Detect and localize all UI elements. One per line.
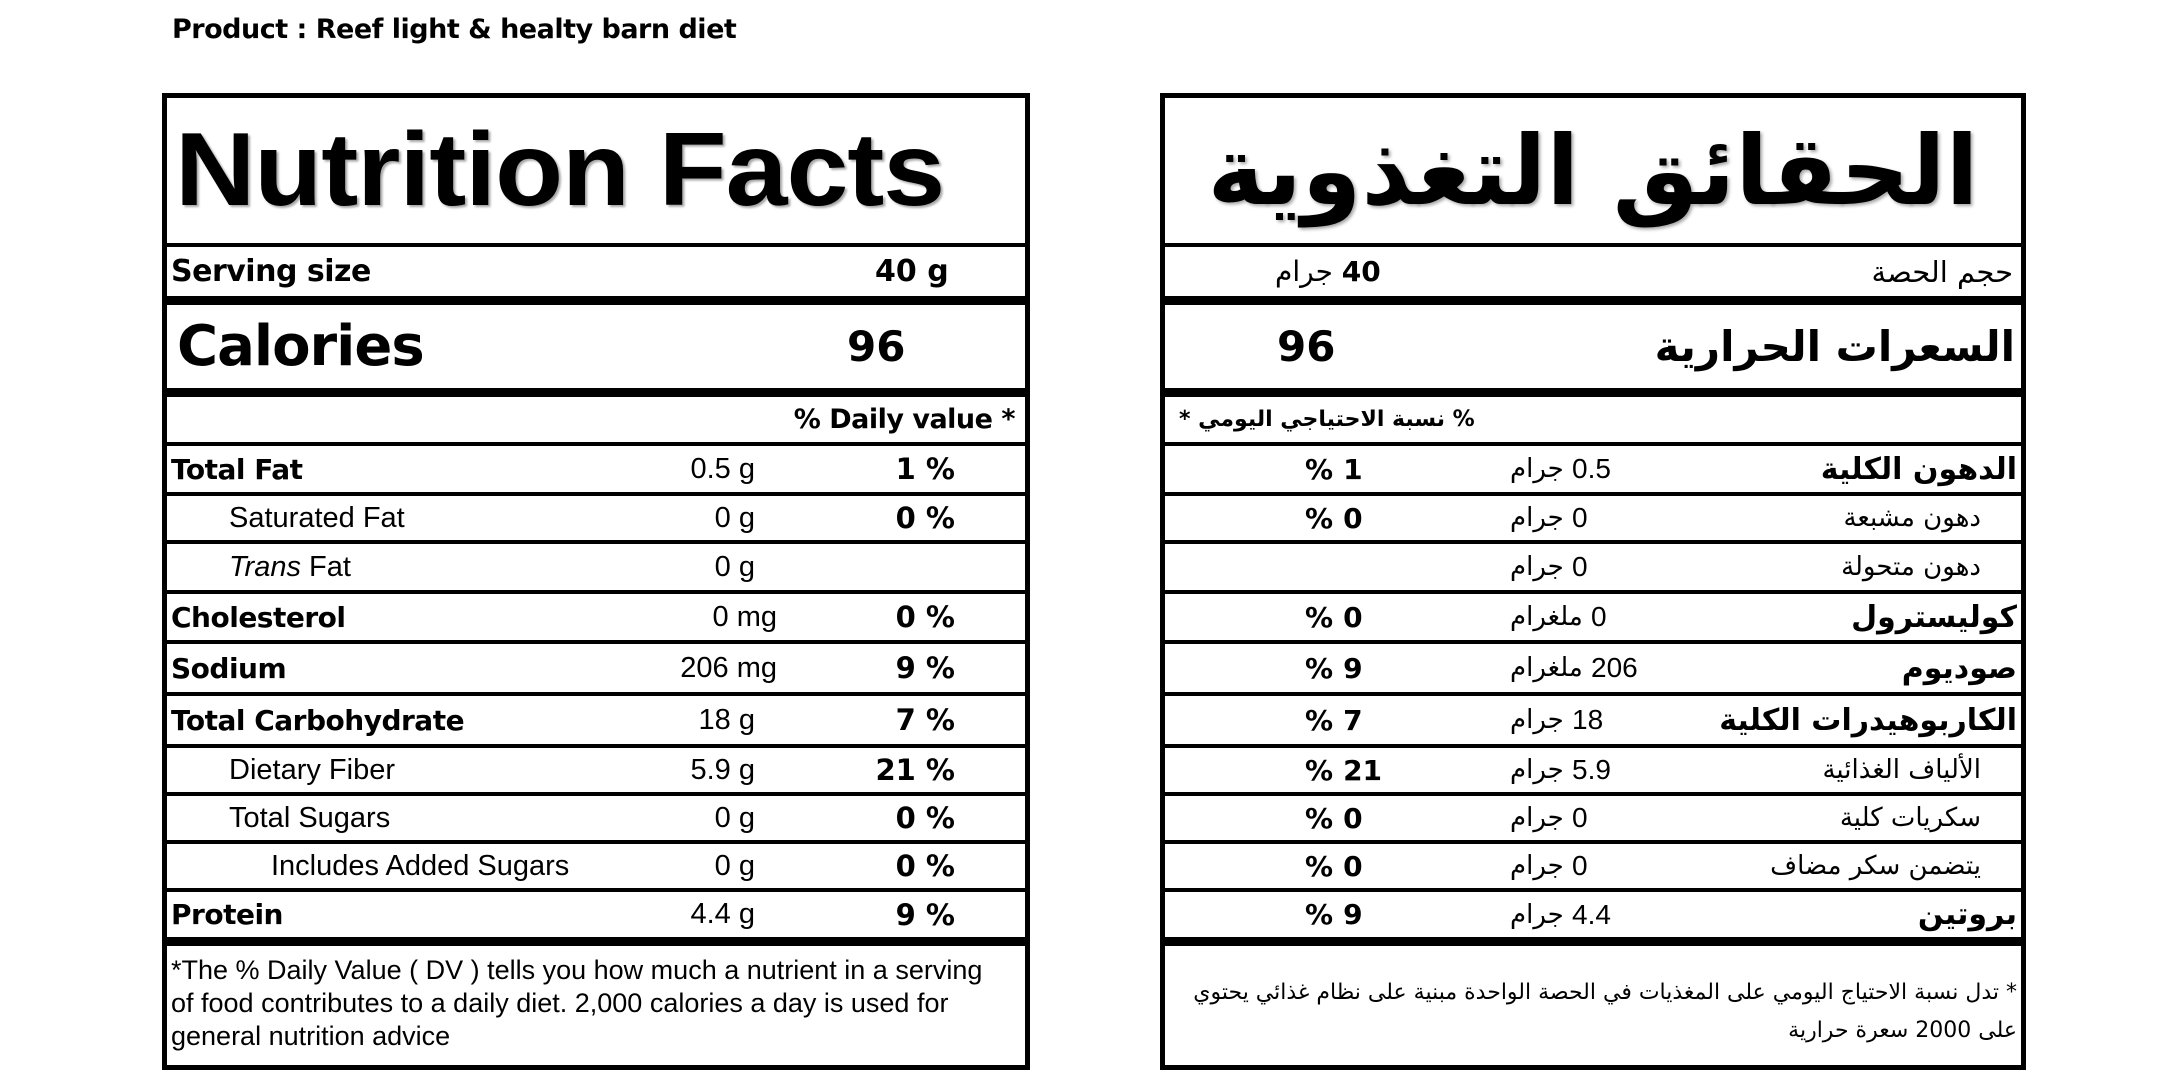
nutrient-row-added-sugars xyxy=(167,840,1025,888)
nutrient-row-total-fat xyxy=(167,442,1025,492)
daily-value-header-row xyxy=(1165,388,2021,442)
nutrient-amount xyxy=(1510,844,1588,888)
nutrient-amount xyxy=(1510,446,1611,492)
amount-number: 0 xyxy=(1572,502,1588,533)
daily-value-header: % Daily value * xyxy=(793,404,1015,435)
nutrient-amount: 0 mg xyxy=(712,600,777,633)
nutrient-amount: 0 g xyxy=(714,501,755,534)
nutrient-row-sodium xyxy=(1165,640,2021,692)
nutrient-row-cholesterol xyxy=(167,590,1025,640)
dv-number: 0 xyxy=(1343,801,1363,835)
nutrient-name: صوديوم xyxy=(1901,650,2017,686)
amount-unit: جرام xyxy=(1510,705,1564,735)
daily-value-header: % نسبة الاحتياجي اليومي * xyxy=(1179,407,1475,432)
nutrient-row-total-sugars xyxy=(1165,792,2021,840)
amount-number: 5.9 xyxy=(1572,754,1611,785)
nutrient-name: بروتين xyxy=(1917,897,2017,932)
nutrient-daily-value: 7 % xyxy=(895,703,955,737)
nutrient-name: Saturated Fat xyxy=(229,501,405,534)
nutrient-row-dietary-fiber xyxy=(167,744,1025,792)
nutrient-daily-value xyxy=(1305,496,1363,540)
nutrient-daily-value: 0 % xyxy=(895,849,955,883)
nutrient-row-added-sugars xyxy=(1165,840,2021,888)
nutrient-amount xyxy=(1510,644,1638,692)
nutrient-row-total-carbohydrate xyxy=(1165,692,2021,744)
nutrient-daily-value xyxy=(1305,748,1382,792)
nutrient-row-protein xyxy=(167,888,1025,937)
nutrient-name: كوليسترول xyxy=(1851,599,2017,635)
nutrient-row-cholesterol xyxy=(1165,590,2021,640)
amount-unit: جرام xyxy=(1510,454,1564,484)
nutrient-amount: 0 g xyxy=(714,849,755,882)
percent-sign: % xyxy=(1305,801,1334,835)
amount-unit: جرام xyxy=(1510,755,1564,785)
serving-size-value: 40 g xyxy=(875,254,949,289)
footnote-row xyxy=(167,937,1025,1065)
nutrient-name: دهون متحولة xyxy=(1841,552,1981,582)
nutrient-amount xyxy=(1510,748,1611,792)
serving-size-unit: جرام xyxy=(1275,255,1333,288)
nutrient-daily-value: 9 % xyxy=(895,651,955,685)
nutrient-daily-value: 0 % xyxy=(895,501,955,535)
amount-number: 206 xyxy=(1591,652,1638,683)
title-row xyxy=(167,98,1025,243)
nutrient-name: سكريات كلية xyxy=(1839,803,1981,833)
nutrient-name-rest: Fat xyxy=(300,550,351,583)
calories-label: Calories xyxy=(177,314,424,379)
dv-number: 0 xyxy=(1343,600,1363,634)
calories-row xyxy=(167,296,1025,388)
percent-sign: % xyxy=(1305,600,1334,634)
nutrient-name: Includes Added Sugars xyxy=(271,849,570,882)
nutrient-daily-value xyxy=(1305,796,1363,840)
nutrient-name: Cholesterol xyxy=(171,600,346,634)
percent-sign: % xyxy=(1305,452,1334,486)
nutrient-row-total-fat xyxy=(1165,442,2021,492)
nutrient-daily-value xyxy=(1305,844,1363,888)
calories-value: 96 xyxy=(1277,322,1336,371)
amount-number: 0 xyxy=(1572,850,1588,881)
percent-sign: % xyxy=(1305,501,1334,535)
calories-row xyxy=(1165,296,2021,388)
nutrient-name: Dietary Fiber xyxy=(229,753,395,786)
nutrient-amount xyxy=(1510,594,1607,640)
nutrient-daily-value: 1 % xyxy=(895,452,955,486)
amount-unit: جرام xyxy=(1510,503,1564,533)
dv-number: 1 xyxy=(1343,452,1363,486)
amount-unit: جرام xyxy=(1510,803,1564,833)
nutrient-name: Total Carbohydrate xyxy=(171,703,465,737)
nutrient-name: Sodium xyxy=(171,651,287,685)
nutrient-amount: 4.4 g xyxy=(690,898,755,930)
nutrient-amount xyxy=(1510,796,1588,840)
nutrition-facts-panel-arabic xyxy=(1160,93,2026,1070)
amount-number: 0 xyxy=(1572,802,1588,833)
nutrient-amount: 5.9 g xyxy=(690,753,755,786)
nutrient-daily-value: 9 % xyxy=(895,897,955,932)
dv-number: 0 xyxy=(1343,849,1363,883)
nutrient-amount xyxy=(1510,892,1611,937)
nutrient-daily-value xyxy=(1305,892,1363,937)
calories-label: السعرات الحرارية xyxy=(1654,322,2015,371)
nutrition-facts-panel-english xyxy=(162,93,1030,1070)
nutrient-daily-value xyxy=(1305,696,1363,744)
percent-sign: % xyxy=(1305,898,1334,931)
nutrient-row-protein xyxy=(1165,888,2021,937)
nutrient-name: دهون مشبعة xyxy=(1843,503,1981,533)
nutrient-name: الكاربوهيدرات الكلية xyxy=(1719,702,2017,738)
amount-unit: جرام xyxy=(1510,851,1564,881)
percent-sign: % xyxy=(1305,753,1334,787)
serving-size-row xyxy=(1165,243,2021,296)
nutrient-amount xyxy=(1510,496,1588,540)
percent-sign: % xyxy=(1305,849,1334,883)
nutrient-amount: 206 mg xyxy=(680,651,777,684)
dv-number: 7 xyxy=(1343,703,1363,737)
dv-number: 9 xyxy=(1343,651,1363,685)
amount-unit: جرام xyxy=(1510,552,1564,582)
nutrient-name: Total Fat xyxy=(171,452,303,486)
serving-size-label: Serving size xyxy=(171,254,371,289)
nutrient-name: Protein xyxy=(171,898,283,931)
nutrient-name: الألياف الغذائية xyxy=(1822,755,1981,785)
nutrient-daily-value: 0 % xyxy=(895,600,955,634)
percent-sign: % xyxy=(1305,703,1334,737)
amount-number: 0.5 xyxy=(1572,453,1611,484)
dv-number: 0 xyxy=(1343,501,1363,535)
footnote-row xyxy=(1165,937,2021,1065)
nutrient-amount xyxy=(1510,544,1588,590)
amount-number: 0 xyxy=(1591,601,1607,632)
serving-size-label: حجم الحصة xyxy=(1871,254,2013,289)
nutrient-daily-value: 21 % xyxy=(875,753,955,787)
nutrient-amount: 0 g xyxy=(714,801,755,834)
nutrient-amount: 18 g xyxy=(698,703,755,736)
nutrient-row-total-carbohydrate xyxy=(167,692,1025,744)
amount-unit: جرام xyxy=(1510,899,1564,930)
nutrient-row-sodium xyxy=(167,640,1025,692)
nutrient-daily-value xyxy=(1305,644,1363,692)
footnote-text: *The % Daily Value ( DV ) tells you how much a nutrient in a serving of food contributes to a daily diet. 2,000 calories a day is used for general nutrition advice xyxy=(171,955,983,1051)
nutrient-daily-value: 0 % xyxy=(895,801,955,835)
serving-size-number: 40 xyxy=(1341,255,1381,288)
footnote-text: * تدل نسبة الاحتياج اليومي على المغذيات في الحصة الواحدة مبنية على نظام غذائي يحتوي على 2000 سعرة حرارية xyxy=(1193,980,2017,1043)
calories-value: 96 xyxy=(847,322,906,371)
percent-sign: % xyxy=(1305,651,1334,685)
serving-size-row xyxy=(167,243,1025,296)
nutrient-amount xyxy=(1510,696,1603,744)
nutrient-name-italic: Trans xyxy=(229,550,301,583)
amount-number: 18 xyxy=(1572,704,1604,735)
nutrient-row-trans-fat xyxy=(167,540,1025,590)
title-row xyxy=(1165,98,2021,243)
nutrient-row-trans-fat xyxy=(1165,540,2021,590)
panel-title: Nutrition Facts xyxy=(175,112,945,228)
amount-number: 0 xyxy=(1572,551,1588,582)
product-name: Product : Reef light & healty barn diet xyxy=(172,14,737,45)
panel-title: الحقائق التغذوية xyxy=(1207,114,1979,227)
amount-number: 4.4 xyxy=(1572,898,1611,930)
nutrient-name: Total Sugars xyxy=(229,801,391,834)
nutrient-row-saturated-fat xyxy=(167,492,1025,540)
nutrient-daily-value xyxy=(1305,446,1363,492)
daily-value-header-row xyxy=(167,388,1025,442)
nutrient-row-saturated-fat xyxy=(1165,492,2021,540)
nutrient-amount: 0.5 g xyxy=(690,452,755,485)
dv-number: 9 xyxy=(1343,898,1363,931)
nutrient-name: يتضمن سكر مضاف xyxy=(1770,851,1981,881)
serving-size-value xyxy=(1275,247,1381,296)
amount-unit: ملغرام xyxy=(1510,653,1583,683)
nutrient-amount: 0 g xyxy=(714,550,755,583)
dv-number: 21 xyxy=(1343,753,1383,787)
nutrient-row-dietary-fiber xyxy=(1165,744,2021,792)
nutrient-daily-value xyxy=(1305,594,1363,640)
nutrient-name: الدهون الكلية xyxy=(1820,451,2017,487)
nutrient-name xyxy=(229,544,351,590)
nutrient-row-total-sugars xyxy=(167,792,1025,840)
amount-unit: ملغرام xyxy=(1510,602,1583,632)
